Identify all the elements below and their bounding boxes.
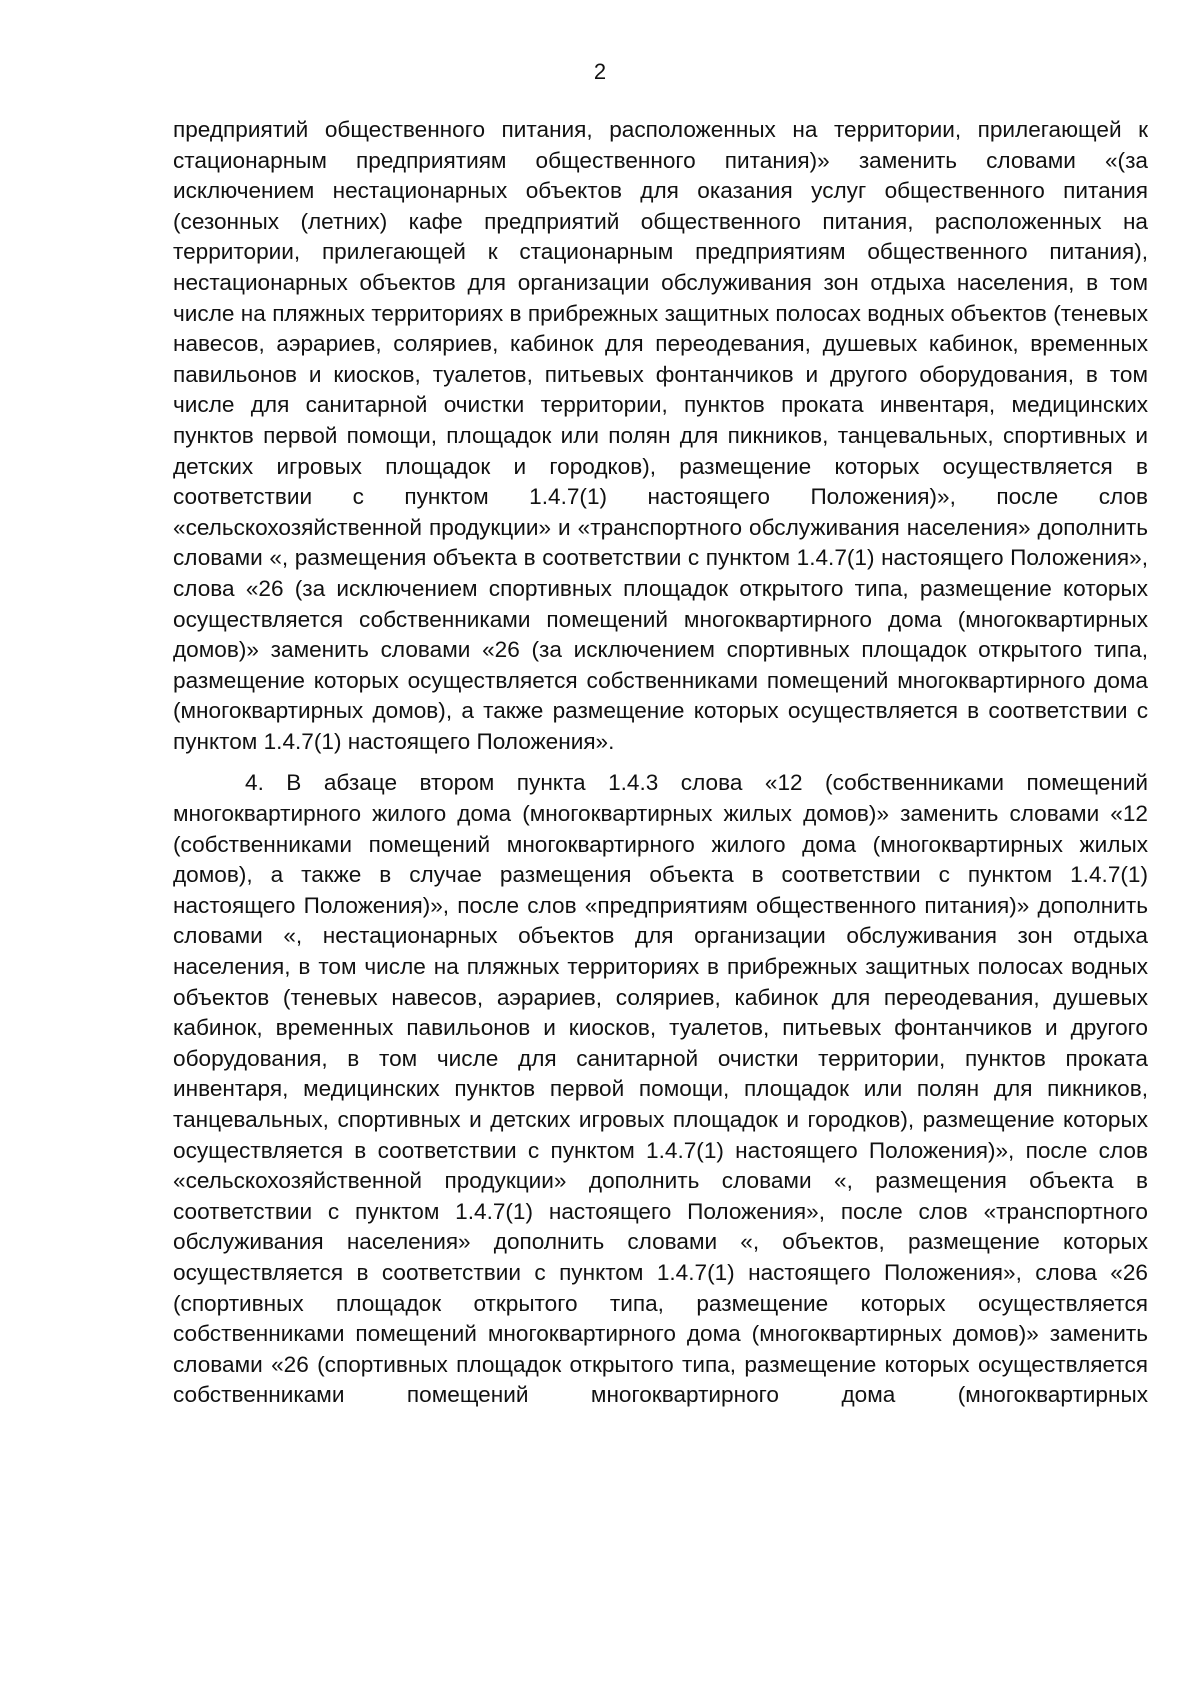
paragraph-continuation: предприятий общественного питания, расположенных на территории, прилегающей к стационарным предприятиям общественного питания)» заменить словами «(за исключением нестационарных объектов для оказания услуг общественного питания (сезонных (летних) кафе предприятий общественного питания, расположенных на территории, прилегающей к стационарным предприятиям общественного питания), нестационарных объектов для организации обслуживания зон отдыха населения, в том числе на пляжных территориях в прибрежных защитных полосах водных объектов (теневых навесов, аэрариев, соляриев, кабинок для переодевания, душевых кабинок, временных павильонов и киосков, туалетов, питьевых фонтанчиков и другого оборудования, в том числе для санитарной очистки территории, пунктов проката инвентаря, медицинских пунктов первой помощи, площадок или полян для пикников, танцевальных, спортивных и детских игровых площадок и городков), размещение которых осуществляется в соответствии с пунктом 1.4.7(1) настоящего Положения)», после слов «сельскохозяйственной продукции» и «транспортного обслуживания населения» дополнить словами «, размещения объекта в соответствии с пунктом 1.4.7(1) настоящего Положения», слова «26 (за исключением спортивных площадок открытого типа, размещение которых осуществляется собственниками помещений многоквартирного дома (многоквартирных домов)» заменить словами «26 (за исключением спортивных площадок открытого типа, размещение которых осуществляется собственниками помещений многоквартирного дома (многоквартирных домов), а также размещение которых осуществляется в соответствии с пунктом 1.4.7(1) настоящего Положения». <box>173 117 1148 754</box>
document-body <box>173 115 1148 1411</box>
page-number: 2 <box>593 59 607 84</box>
paragraph-item-4: 4. В абзаце втором пункта 1.4.3 слова «12 (собственниками помещений многоквартирного жилого дома (многоквартирных жилых домов)» заменить словами «12 (собственниками помещений многоквартирного жилого дома (многоквартирных жилых домов), а также в случае размещения объекта в соответствии с пунктом 1.4.7(1) настоящего Положения)», после слов «предприятиям общественного питания)» дополнить словами «, нестационарных объектов для организации обслуживания зон отдыха населения, в том числе на пляжных территориях в прибрежных защитных полосах водных объектов (теневых навесов, аэрариев, соляриев, кабинок для переодевания, душевых кабинок, временных павильонов и киосков, туалетов, питьевых фонтанчиков и другого оборудования, в том числе для санитарной очистки территории, пунктов проката инвентаря, медицинских пунктов первой помощи, площадок или полян для пикников, танцевальных, спортивных и детских игровых площадок и городков), размещение которых осуществляется в соответствии с пунктом 1.4.7(1) настоящего Положения)», после слов «сельскохозяйственной продукции» дополнить словами «, размещения объекта в соответствии с пунктом 1.4.7(1) настоящего Положения», после слов «транспортного обслуживания населения» дополнить словами «, объектов, размещение которых осуществляется в соответствии с пунктом 1.4.7(1) настоящего Положения», слова «26 (спортивных площадок открытого типа, размещение которых осуществляется собственниками помещений многоквартирного дома (многоквартирных домов)» заменить словами «26 (спортивных площадок открытого типа, размещение которых осуществляется собственниками помещений многоквартирного дома (многоквартирных <box>173 770 1148 1408</box>
